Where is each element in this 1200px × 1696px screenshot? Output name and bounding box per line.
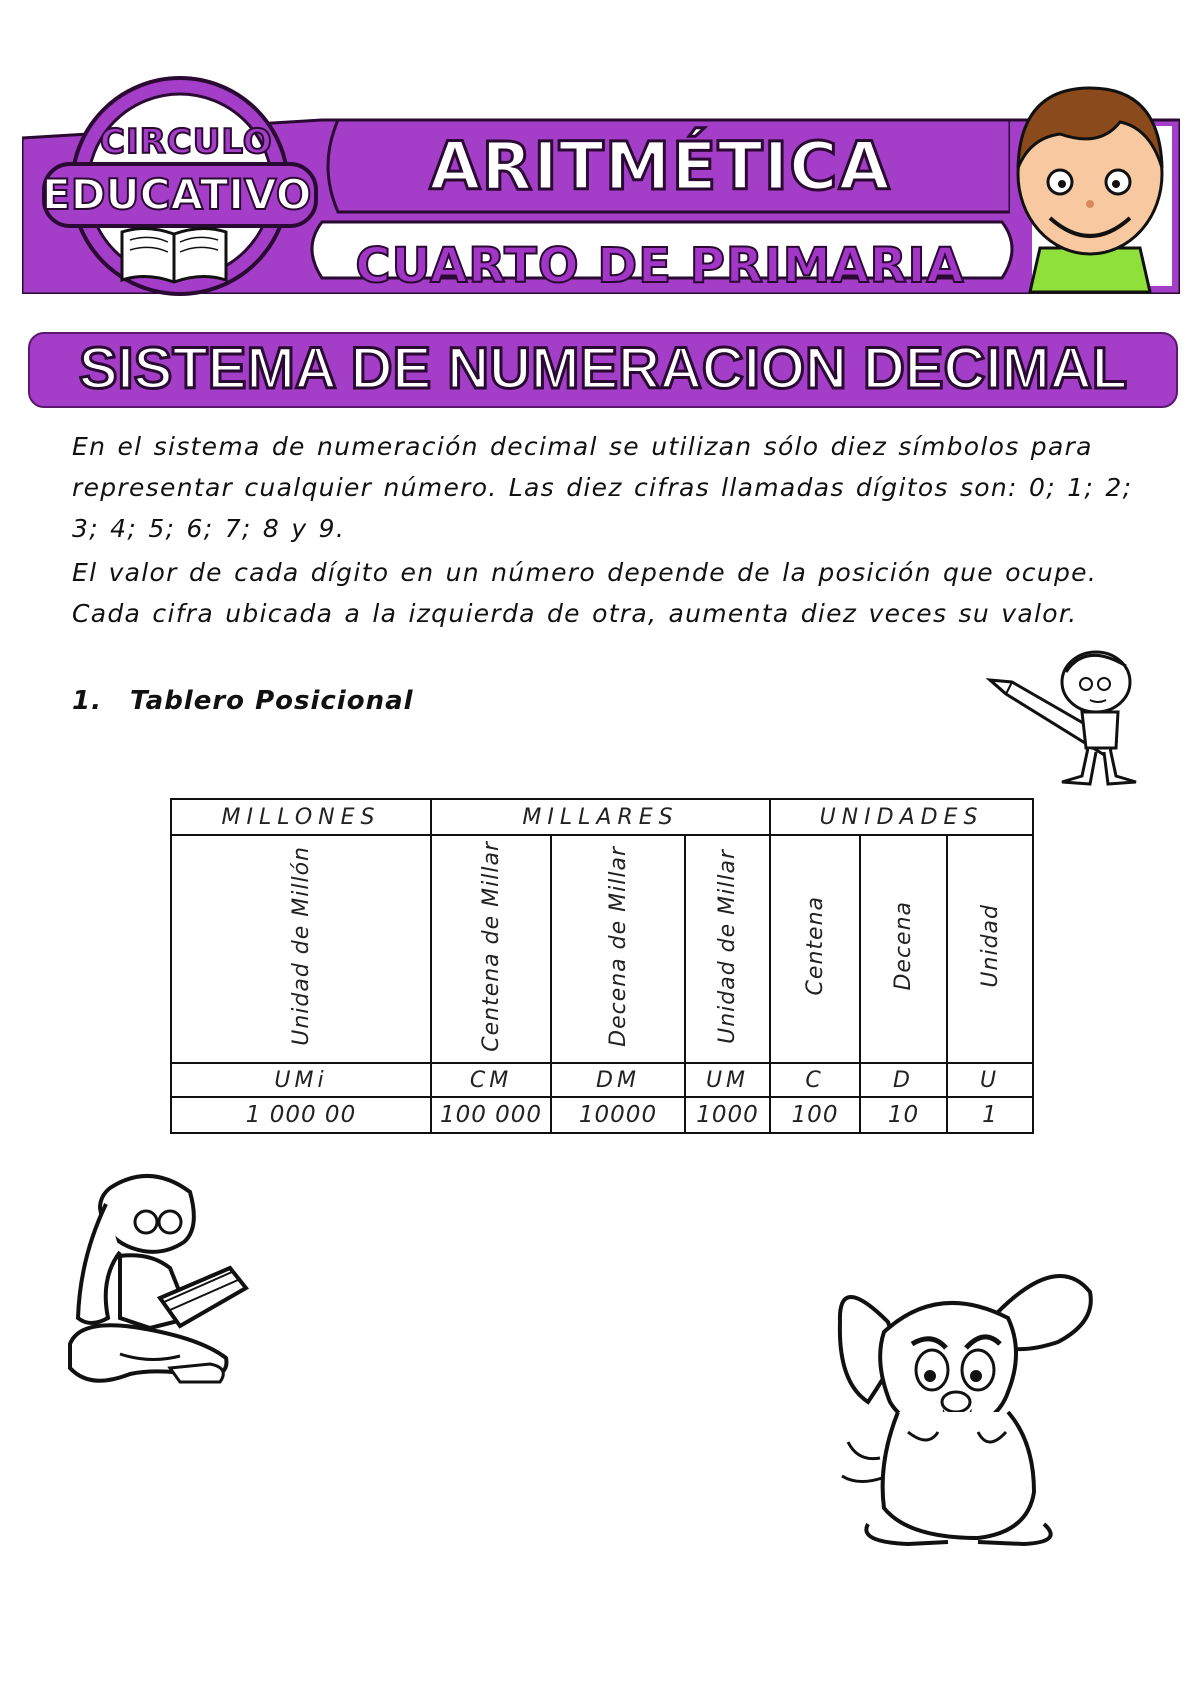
- values-row: [171, 1097, 1033, 1133]
- girl-reading-icon: [60, 1168, 250, 1404]
- order-cell: [551, 835, 685, 1063]
- logo-line1: CIRCULO: [100, 122, 273, 162]
- subject-title: ARITMÉTICA: [429, 128, 891, 205]
- abbr-cell: UMi: [171, 1063, 431, 1097]
- intro-paragraph: En el sistema de numeración decimal se utilizan sólo diez símbolos para representar cualquier número. Las diez cifras llamadas dígitos son: 0; 1; 2; 3; 4; 5; 6; 7; 8 y 9.: [72, 432, 1133, 543]
- order-cell: [171, 835, 431, 1063]
- value-paragraph: El valor de cada dígito en un número depende de la posición que ocupe. Cada cifra ubicada a la izquierda de otra, aumenta diez veces su valor.: [72, 558, 1098, 628]
- order-label: Unidad: [977, 904, 1003, 988]
- value-cell: 1: [947, 1097, 1033, 1133]
- order-cell: [947, 835, 1033, 1063]
- dog-cartoon-icon: [828, 1262, 1098, 1552]
- order-cell: [431, 835, 551, 1063]
- page-title: SISTEMA DE NUMERACION DECIMAL: [78, 336, 1128, 401]
- order-cell: [860, 835, 947, 1063]
- boy-face-icon: [1000, 78, 1180, 294]
- abbr-cell: DM: [551, 1063, 685, 1097]
- abbr-cell: D: [860, 1063, 947, 1097]
- order-label: Decena: [891, 901, 916, 991]
- abbr-cell: CM: [431, 1063, 551, 1097]
- value-cell: 100: [770, 1097, 860, 1133]
- group-unidades: UNIDADES: [770, 799, 1033, 835]
- value-cell: 10: [860, 1097, 947, 1133]
- boy-with-pencil-icon: [986, 642, 1156, 792]
- order-label: Decena de Millar: [605, 845, 631, 1047]
- abbr-cell: C: [770, 1063, 860, 1097]
- abbreviation-row: [171, 1063, 1033, 1097]
- order-label: Centena: [802, 896, 828, 996]
- orders-row: [171, 835, 1033, 1063]
- group-millones: MILLONES: [171, 799, 431, 835]
- section-heading: [72, 686, 414, 716]
- abbr-cell: UM: [685, 1063, 770, 1097]
- abbr-cell: U: [947, 1063, 1033, 1097]
- section-title: Tablero Posicional: [130, 686, 414, 716]
- group-millares: MILLARES: [431, 799, 770, 835]
- order-cell: [770, 835, 860, 1063]
- open-book-icon: [116, 222, 232, 288]
- positional-table: [170, 798, 1034, 1134]
- value-cell: 100 000: [431, 1097, 551, 1133]
- group-row: [171, 799, 1033, 835]
- grade-title: CUARTO DE PRIMARIA: [355, 238, 965, 294]
- value-cell: 1000: [685, 1097, 770, 1133]
- order-label: Unidad de Millón: [288, 846, 314, 1046]
- value-cell: 1 000 00: [171, 1097, 431, 1133]
- order-label: Unidad de Millar: [715, 848, 740, 1044]
- value-cell: 10000: [551, 1097, 685, 1133]
- order-cell: [685, 835, 770, 1063]
- section-number: 1.: [72, 686, 102, 716]
- order-label: Centena de Millar: [478, 840, 504, 1052]
- logo-line2: EDUCATIVO: [42, 170, 312, 219]
